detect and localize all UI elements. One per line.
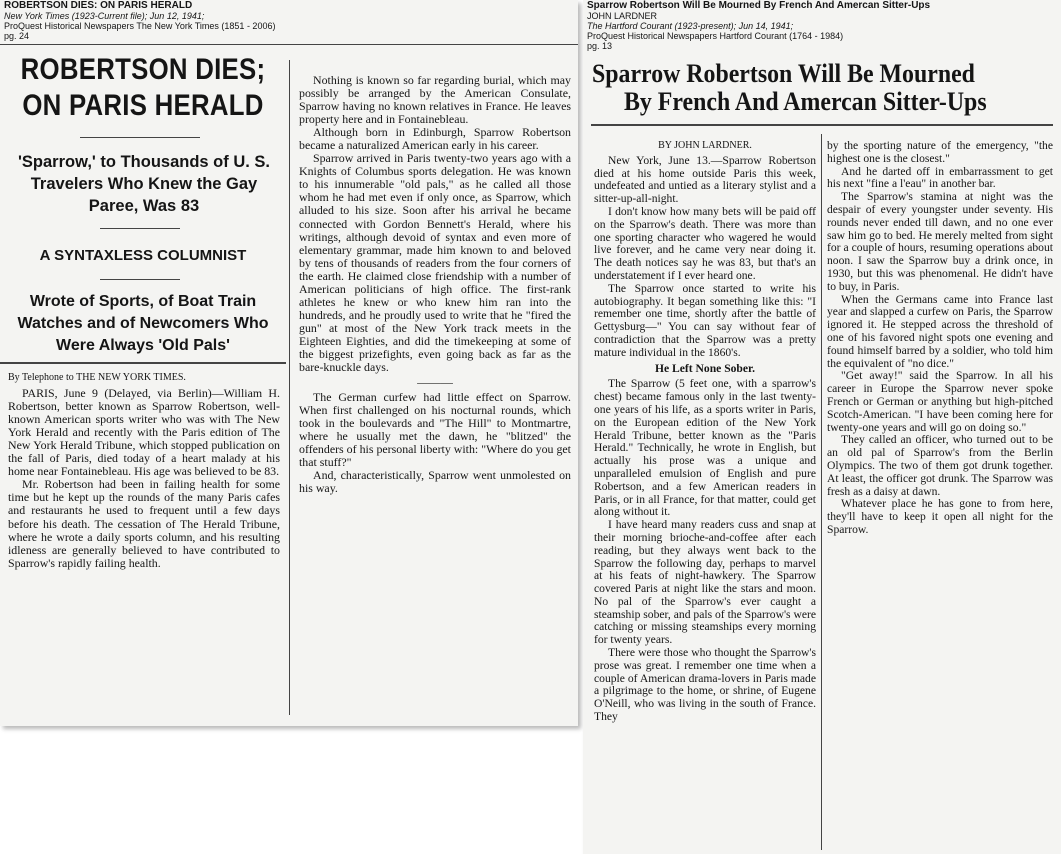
courant-paragraph: I have heard many readers cuss and snap at their morning brioche-and-coffee after each reading, but they always went back to the Sparrow the following day, perhaps to marvel at his feats of night-hawkery. The Sparrow covered Paris at night like the stars and moon. No pal of the Sparrow's ever caught a steamship sober, and pals of the Sparrow's were catching or missing steamships every morning for twenty years.: [594, 518, 816, 647]
nyt-column-2: [299, 74, 571, 496]
nyt-paragraph: Sparrow arrived in Paris twenty-two years ago with a Knights of Columbus sports delegation. He was known to his innumerable "old pals," as he called all those whom he had met even if only once, as Sparrow, which alluded to his size. Soon after his arrival he became connected with Gordon Bennett's Herald, where his writings, although devoid of syntax and even more of elementary grammar, made him known to and beloved by tens of thousands of readers from the four corners of the earth. He claimed close friendship with a number of American politicians of high office. The first-rank athletes he knew or who knew him ran into the hundreds, and he proudly used to write that he "fired the gun" at most of the New York track meets in the Eighteen Eighties, and did the timekeeping at some of the biggest prizefights, even going back as far as the bare-knuckle days.: [299, 151, 571, 375]
nyt-paragraph: Nothing is known so far regarding burial, which may possibly be arranged by the American Consulate, Sparrow having no known relatives in France. He leaves property here and in Fontainebleau.: [299, 73, 571, 127]
courant-paragraph: They called an officer, who turned out to be an old pal of Sparrow's from the Berlin Olympics. The two of them got drunk together. At least, the officer got drunk. The Sparrow was fresh as a daisy at dawn.: [827, 433, 1053, 498]
nyt-citation-page: pg. 24: [4, 31, 30, 41]
nyt-headline-line1: ROBERTSON DIES;: [20, 53, 266, 86]
courant-paragraph: The Sparrow's stamina at night was the despair of every youngster under seventy. His rounds never ended till dawn, and no one ever saw him go to bed. He merely melted from sight for a couple of hours, resuming operations about noon. I saw the Sparrow buy a drink once, in 1930, but this was phenomenal. He didn't have to buy, in Paris.: [827, 190, 1053, 293]
courant-citation: [587, 1, 930, 51]
nyt-top-rule: [0, 44, 578, 45]
nyt-deck-1: 'Sparrow,' to Thousands of U. S. Travelers Who Knew the Gay Paree, Was 83: [18, 153, 270, 215]
courant-column-2: [827, 140, 1053, 537]
nyt-rule-4: [0, 362, 286, 364]
nyt-citation-title: ROBERTSON DIES: ON PARIS HERALD: [4, 0, 193, 11]
nyt-rule-3: [100, 279, 180, 280]
courant-headline-line2: By French And Amercan Sitter-Ups: [624, 86, 987, 116]
nyt-divider: ———: [417, 375, 453, 390]
courant-paragraph: I don't know how many bets will be paid off on the Sparrow's death. There was more than one sporting character who wagered he would live forever, and he came very near doing it. The death notices say he was 83, but that's an understatement if I ever heard one.: [594, 204, 816, 282]
courant-paragraph: The Sparrow (5 feet one, with a sparrow's chest) became famous only in the last twenty-one years of his life, as a sports writer in Paris, on the European edition of the New York Herald Tribune, better known as the "Paris Herald." Technically, he wrote in English, but actually his prose was a unique and unparalleled emulsion of English and pure Robertson, and a few American readers in Paris, or in all France, for that matter, could get along without it.: [594, 377, 816, 519]
nyt-paragraph: Mr. Robertson had been in failing health for some time but he kept up the rounds of the many Paris cafes and restaurants he used to frequent until a few days before his death. The cessation of The Herald Tribune, where he wrote a daily sports column, and his resulting idleness are generally believed to have contributed to Sparrow's rapidly failing health.: [8, 477, 280, 570]
nyt-deck-2: A SYNTAXLESS COLUMNIST: [39, 247, 247, 264]
courant-citation-database: ProQuest Historical Newspapers Hartford Courant (1764 - 1984): [587, 31, 844, 41]
courant-paragraph: by the sporting nature of the emergency, "the highest one is the closest.": [827, 139, 1053, 165]
nyt-citation-database: ProQuest Historical Newspapers The New York Times (1851 - 2006): [4, 21, 276, 31]
courant-citation-author: JOHN LARDNER: [587, 11, 658, 21]
nyt-byline: By Telephone to THE NEW YORK TIMES.: [8, 372, 186, 383]
courant-column-rule: [821, 134, 822, 850]
nyt-column-1: [8, 371, 280, 570]
courant-paragraph: When the Germans came into France last year and slapped a curfew on Paris, the Sparrow ignored it. He stepped across the threshold of one of his favored night spots one evening and found himself barred by a soldier, who told him the equivalent of "no dice.": [827, 292, 1053, 370]
courant-byline: BY JOHN LARDNER.: [658, 140, 752, 151]
courant-column-1: [594, 140, 816, 724]
courant-headline-line1: Sparrow Robertson Will Be Mourned: [592, 58, 975, 88]
nyt-paragraph: Although born in Edinburgh, Sparrow Robertson became a naturalized American early in his career.: [299, 125, 571, 153]
courant-citation-source: The Hartford Courant (1923-present); Jun 14, 1941;: [587, 21, 794, 31]
nyt-citation: [4, 1, 275, 41]
nyt-paragraph: PARIS, June 9 (Delayed, via Berlin)—William H. Robertson, better known as Sparrow Robertson, well-known American sports writer who was with The New York Herald and recently with the Paris edition of The New York Herald Tribune, which stopped publication on the fall of Paris, died today of a heart malady at his home near Fontainebleau. His age was believed to be 83.: [8, 386, 280, 479]
courant-paragraph: "Get away!" said the Sparrow. In all his career in Europe the Sparrow never spoke French or German or anything but high-pitched Scotch-American. "I have been coming here for twenty-one years and will go on doing so.": [827, 369, 1053, 434]
courant-paragraph: The Sparrow once started to write his autobiography. It began something like this: "I remember one time, shortly after the battle of Gettysburg—" You can say without fear of contradiction that the Sparrow was a pretty mature individual in the 1860's.: [594, 281, 816, 359]
courant-citation-title: Sparrow Robertson Will Be Mourned By French And Amercan Sitter-Ups: [587, 0, 931, 11]
nyt-clipping: [0, 0, 578, 726]
nyt-headline-line2: ON PARIS HERALD: [22, 89, 264, 122]
courant-headline-rule: [591, 124, 1053, 126]
nyt-rule-2: [100, 228, 180, 229]
courant-paragraph: Whatever place he has gone to from here, they'll have to keep it open all night for the Sparrow.: [827, 497, 1053, 536]
courant-paragraph: New York, June 13.—Sparrow Robertson died at his home outside Paris this week, undefeated and untied as a literary stylist and a sitter-up-all-night.: [594, 153, 816, 206]
nyt-column-rule: [289, 60, 290, 715]
courant-subhead: He Left None Sober.: [654, 361, 756, 375]
nyt-rule-1: [80, 137, 200, 138]
courant-citation-page: pg. 13: [587, 41, 613, 51]
nyt-paragraph: And, characteristically, Sparrow went unmolested on his way.: [299, 468, 571, 496]
nyt-paragraph: The German curfew had little effect on Sparrow. When first challenged on his nocturnal rounds, which took in the boulevards and "The Hill" to Montmartre, where he usually met the dawn, he "blitzed" the offenders of his personal liberty with: "Where do you get that stuff?": [299, 390, 571, 470]
nyt-citation-source: New York Times (1923-Current file); Jun 12, 1941;: [4, 11, 205, 21]
nyt-deck-3: Wrote of Sports, of Boat Train Watches and of Newcomers Who Were Always 'Old Pals': [17, 293, 269, 354]
courant-paragraph: There were those who thought the Sparrow's prose was great. I remember one time when a couple of American drama-lovers in Paris made a pilgrimage to the home, or shrine, of Eugene O'Neill, who was living in the south of France. They: [594, 646, 816, 724]
courant-clipping: [583, 0, 1061, 854]
courant-paragraph: And he darted off in embarrassment to get his next "fine a l'eau" in another bar.: [827, 164, 1053, 191]
